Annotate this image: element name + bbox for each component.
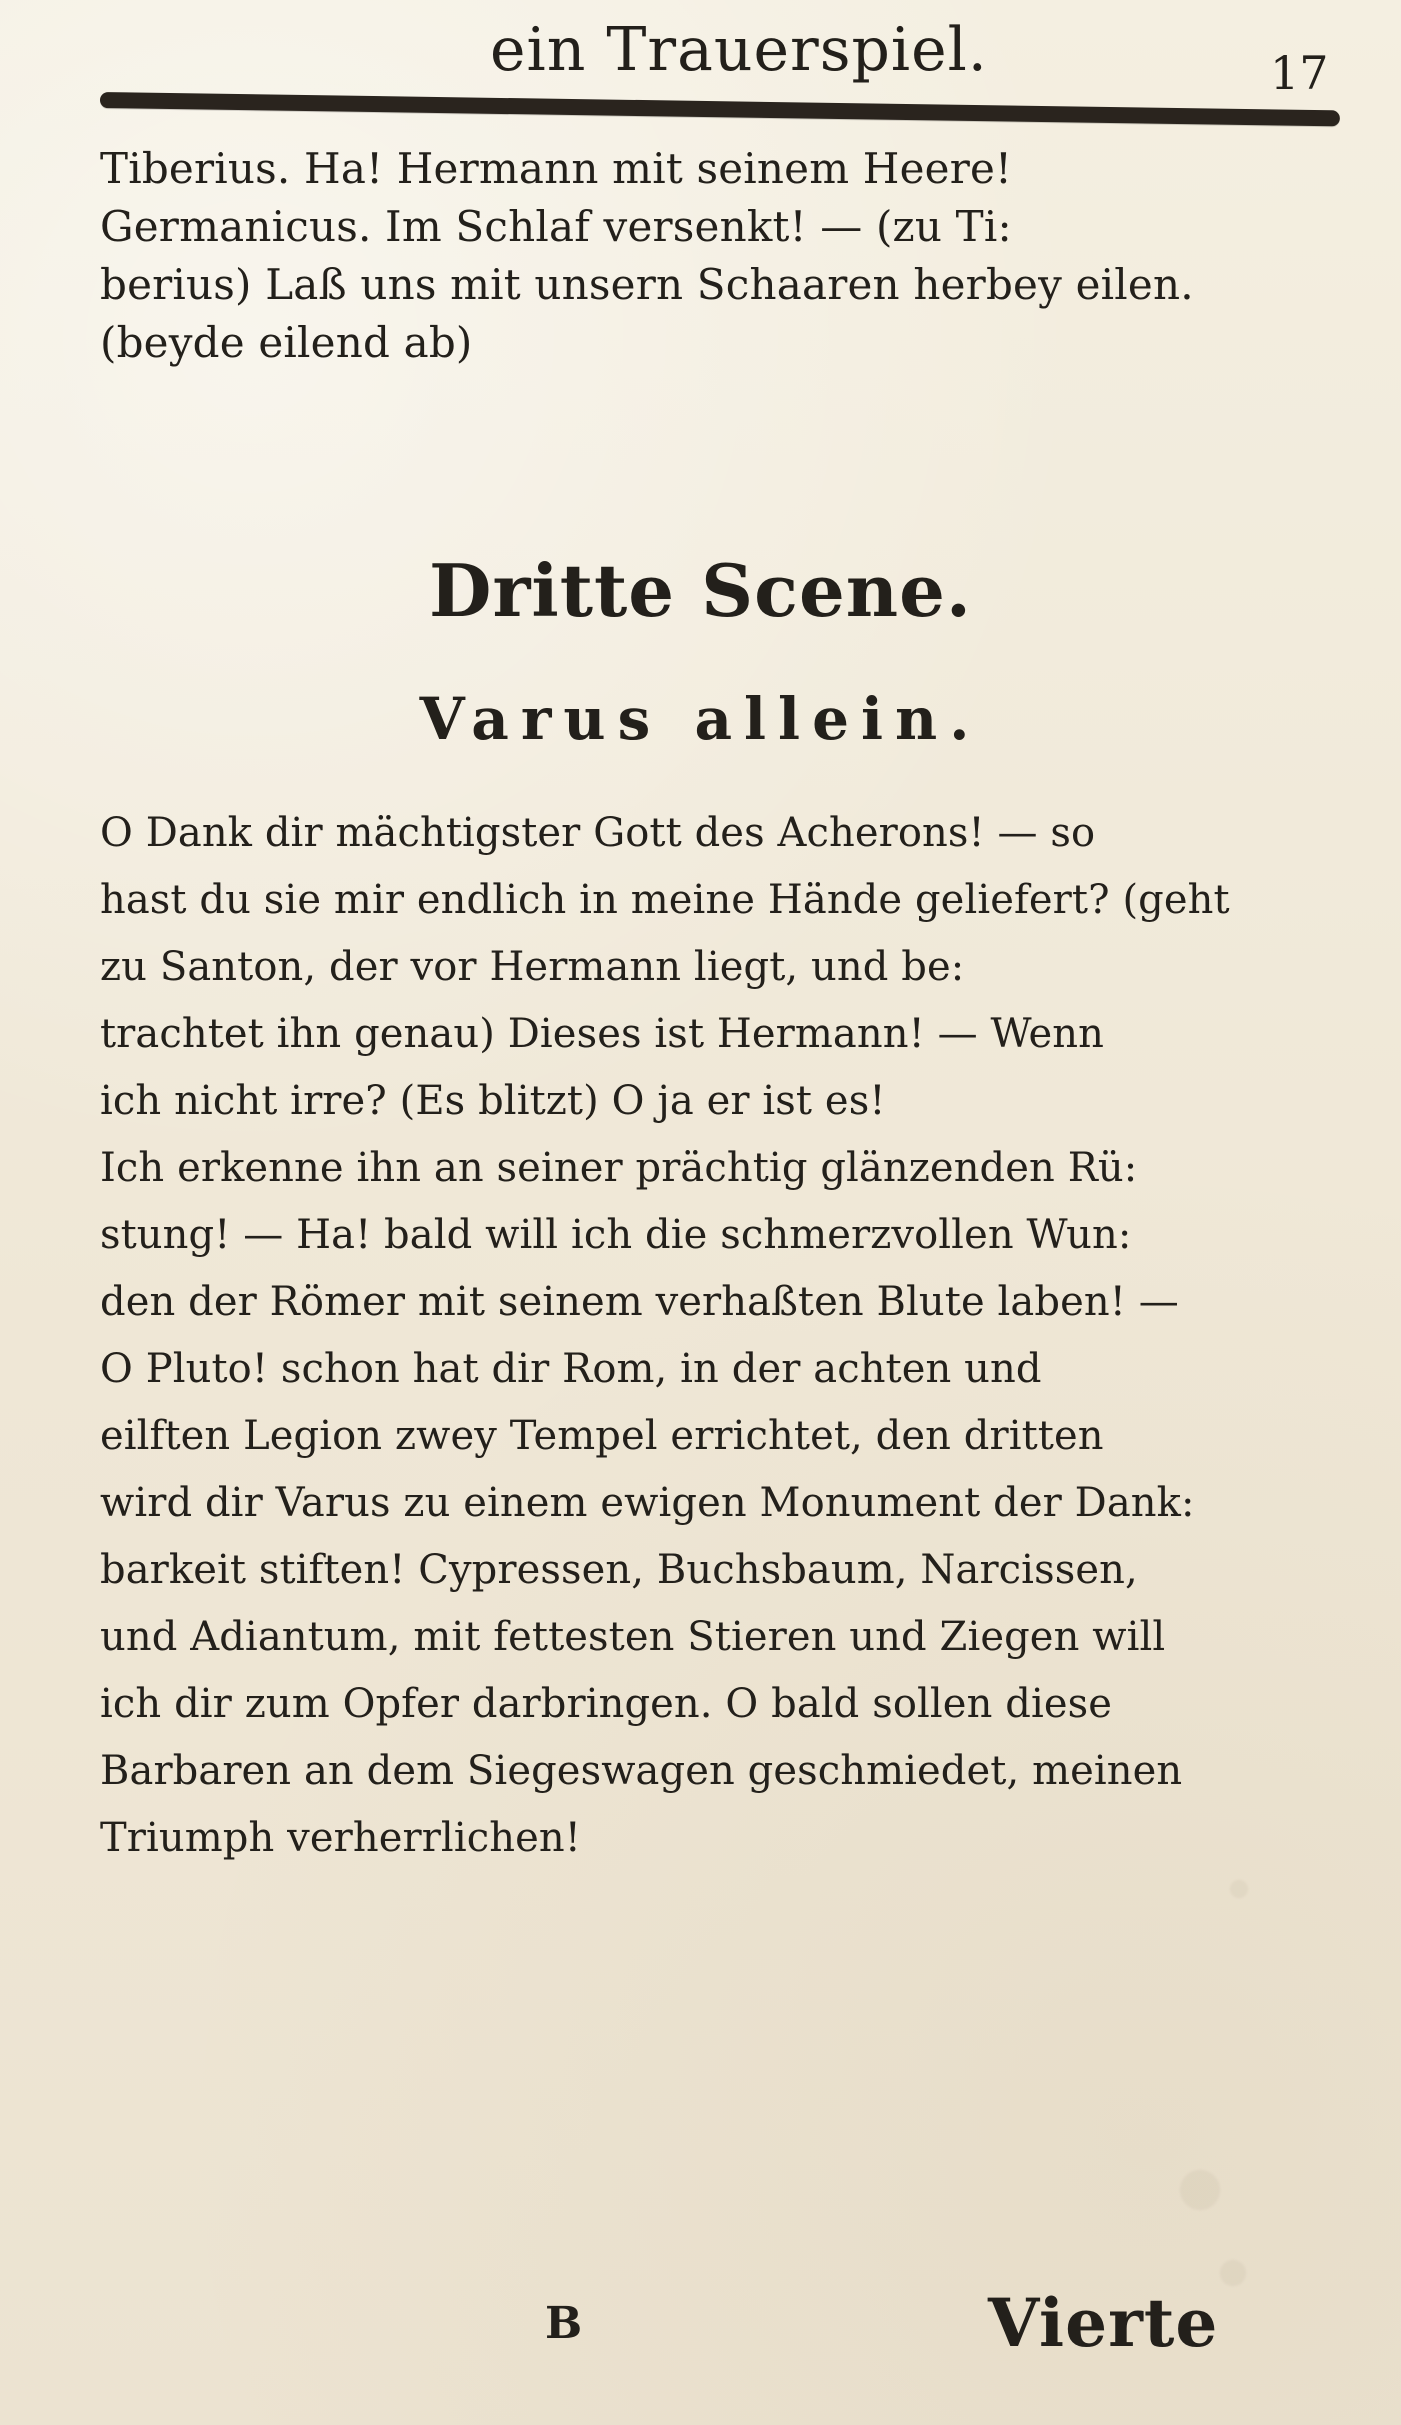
dialogue-block: [100, 140, 1340, 372]
catchword: Vierte: [988, 2284, 1219, 2362]
paper-stain: [1230, 1880, 1248, 1898]
monologue-line: stung! — Ha! bald will ich die schmerzvollen Wun:: [100, 1212, 1132, 1258]
running-title: ein Trauerspiel.: [490, 15, 988, 85]
monologue-text: [100, 800, 1335, 1872]
monologue-line: und Adiantum, mit fettesten Stieren und Ziegen will: [100, 1614, 1166, 1660]
dialogue-line: berius) Laß uns mit unsern Schaaren herbey eilen.: [100, 260, 1194, 309]
header-rule: [100, 92, 1340, 126]
signature-mark: B: [545, 2298, 583, 2349]
paper-stain: [1180, 2170, 1220, 2210]
page-number: 17: [1270, 46, 1329, 100]
monologue-line: ich dir zum Opfer darbringen. O bald sollen diese: [100, 1681, 1113, 1727]
page-header: [0, 0, 1401, 110]
dialogue-line: Germanicus. Im Schlaf versenkt! — (zu Ti:: [100, 202, 1012, 251]
monologue-line: Barbaren an dem Siegeswagen geschmiedet, meinen: [100, 1748, 1183, 1794]
monologue-line: den der Römer mit seinem verhaßten Blute laben! —: [100, 1279, 1179, 1325]
dialogue-line: (beyde eilend ab): [100, 318, 473, 367]
scene-title: Dritte Scene.: [429, 548, 972, 633]
monologue-line: trachtet ihn genau) Dieses ist Hermann! — Wenn: [100, 1011, 1104, 1057]
monologue-line: wird dir Varus zu einem ewigen Monument der Dank:: [100, 1480, 1195, 1526]
monologue-line: hast du sie mir endlich in meine Hände geliefert? (geht: [100, 877, 1230, 923]
monologue-line: eilften Legion zwey Tempel errichtet, den dritten: [100, 1413, 1104, 1459]
monologue-line: ich nicht irre? (Es blitzt) O ja er ist es!: [100, 1078, 886, 1124]
paper-stain: [1220, 2260, 1246, 2286]
scene-subtitle: Varus allein.: [419, 685, 982, 753]
monologue-line: Triumph verherrlichen!: [100, 1815, 581, 1861]
monologue-line: O Dank dir mächtigster Gott des Acherons! — so: [100, 810, 1096, 856]
monologue-line: zu Santon, der vor Hermann liegt, und be:: [100, 944, 965, 990]
monologue-line: O Pluto! schon hat dir Rom, in der achten und: [100, 1346, 1042, 1392]
dialogue-line: Tiberius. Ha! Hermann mit seinem Heere!: [100, 144, 1013, 193]
monologue-line: Ich erkenne ihn an seiner prächtig glänzenden Rü:: [100, 1145, 1138, 1191]
monologue-line: barkeit stiften! Cypressen, Buchsbaum, Narcissen,: [100, 1547, 1138, 1593]
